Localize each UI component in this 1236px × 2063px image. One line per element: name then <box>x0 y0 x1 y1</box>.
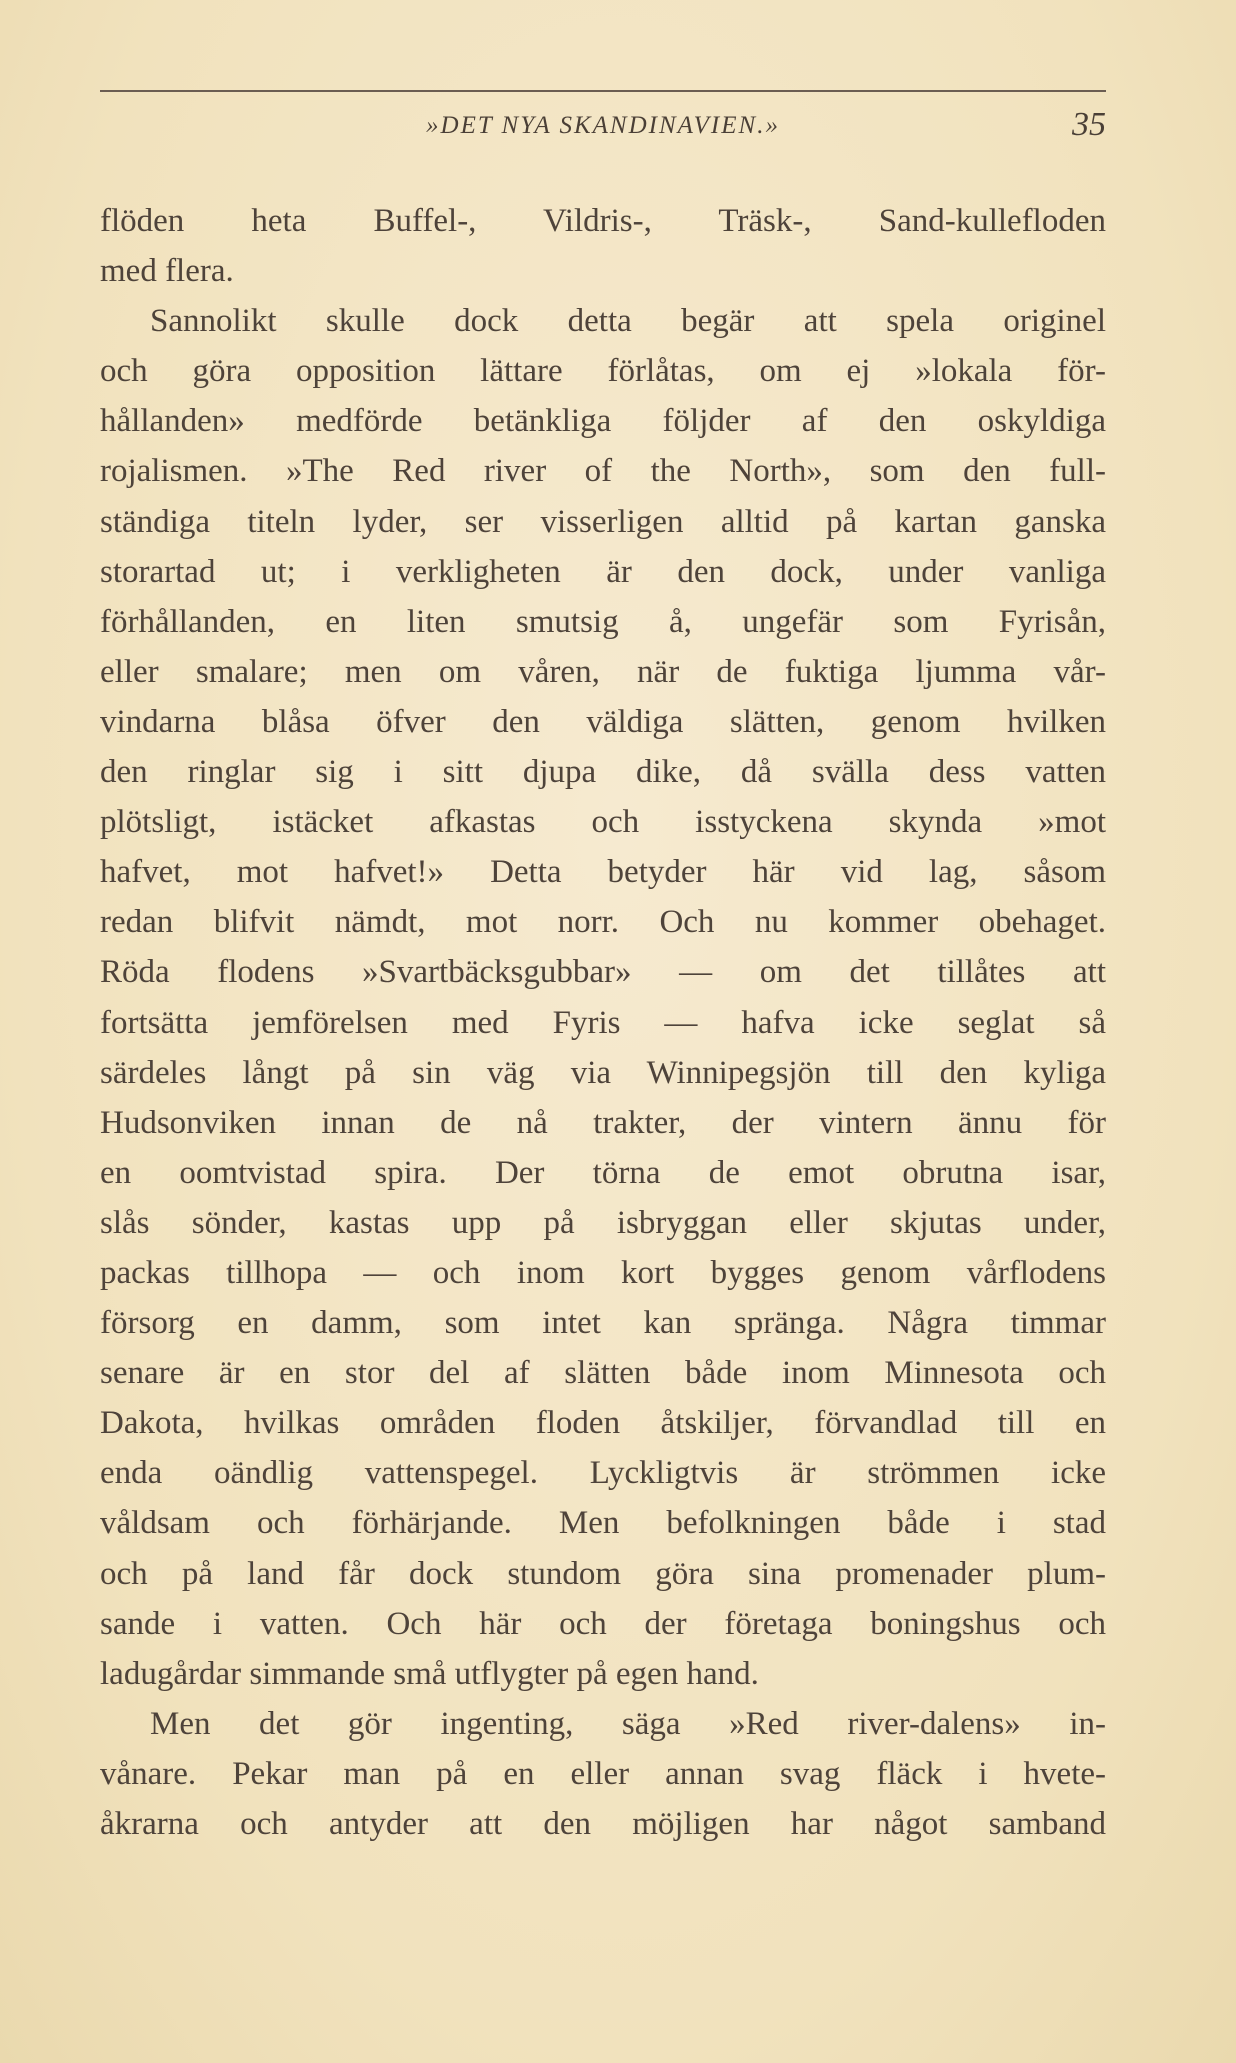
text-line: rojalismen. »The Red river of the North», som den full- <box>100 453 1106 490</box>
text-line: storartad ut; i verkligheten är den dock, under vanliga <box>100 553 1106 590</box>
text-line: våldsam och förhärjande. Men befolkningen både i stad <box>100 1505 1106 1542</box>
text-line: och på land får dock stundom göra sina promenader plum- <box>100 1555 1106 1592</box>
text-line: ständiga titeln lyder, ser visserligen alltid på kartan ganska <box>100 503 1106 540</box>
text-line: plötsligt, istäcket afkastas och isstyckena skynda »mot <box>100 804 1106 841</box>
text-line: packas tillhopa — och inom kort bygges genom vårflodens <box>100 1254 1106 1291</box>
text-line: senare är en stor del af slätten både inom Minnesota och <box>100 1355 1106 1392</box>
text-line: vånare. Pekar man på en eller annan svag fläck i hvete- <box>100 1755 1106 1792</box>
page-header <box>100 90 1106 146</box>
text-line: Sannolikt skulle dock detta begär att spela originel <box>150 303 1106 340</box>
text-line: enda oändlig vattenspegel. Lyckligtvis är strömmen icke <box>100 1455 1106 1492</box>
text-line: Röda flodens »Svartbäcksgubbar» — om det tillåtes att <box>100 954 1106 991</box>
text-line: redan blifvit nämdt, mot norr. Och nu kommer obehaget. <box>100 904 1106 941</box>
text-line: Hudsonviken innan de nå trakter, der vintern ännu för <box>100 1104 1106 1141</box>
text-line: vindarna blåsa öfver den väldiga slätten, genom hvilken <box>100 703 1106 740</box>
text-line: en oomtvistad spira. Der törna de emot obrutna isar, <box>100 1154 1106 1191</box>
text-line: försorg en damm, som intet kan spränga. Några timmar <box>100 1305 1106 1342</box>
text-line: och göra opposition lättare förlåtas, om ej »lokala för- <box>100 353 1106 390</box>
text-line: Men det gör ingenting, säga »Red river-dalens» in- <box>150 1705 1106 1742</box>
text-line: ladugårdar simmande små utflygter på egen hand. <box>100 1655 759 1692</box>
body-text <box>100 196 1106 1849</box>
text-line: sande i vatten. Och här och der företaga boningshus och <box>100 1605 1106 1642</box>
text-line: med flera. <box>100 253 234 290</box>
page-number: 35 <box>1072 106 1106 143</box>
text-line: den ringlar sig i sitt djupa dike, då svälla dess vatten <box>100 754 1106 791</box>
text-line: flöden heta Buffel-, Vildris-, Träsk-, Sand-kullefloden <box>100 203 1106 239</box>
text-line: hållanden» medförde betänkliga följder af den oskyldiga <box>100 403 1106 440</box>
text-line: Dakota, hvilkas områden floden åtskiljer, förvandlad till en <box>100 1405 1106 1442</box>
text-line: fortsätta jemförelsen med Fyris — hafva icke seglat så <box>100 1004 1106 1041</box>
text-line: särdeles långt på sin väg via Winnipegsjön till den kyliga <box>100 1054 1106 1091</box>
text-line: åkrarna och antyder att den möjligen har något samband <box>100 1806 1106 1842</box>
text-line: förhållanden, en liten smutsig å, ungefär som Fyrisån, <box>100 603 1106 640</box>
text-line: eller smalare; men om våren, när de fuktiga ljumma vår- <box>100 653 1106 690</box>
running-title: »DET NYA SKANDINAVIEN.» <box>426 112 780 139</box>
text-line: slås sönder, kastas upp på isbryggan eller skjutas under, <box>100 1204 1106 1241</box>
text-line: hafvet, mot hafvet!» Detta betyder här vid lag, såsom <box>100 854 1106 891</box>
